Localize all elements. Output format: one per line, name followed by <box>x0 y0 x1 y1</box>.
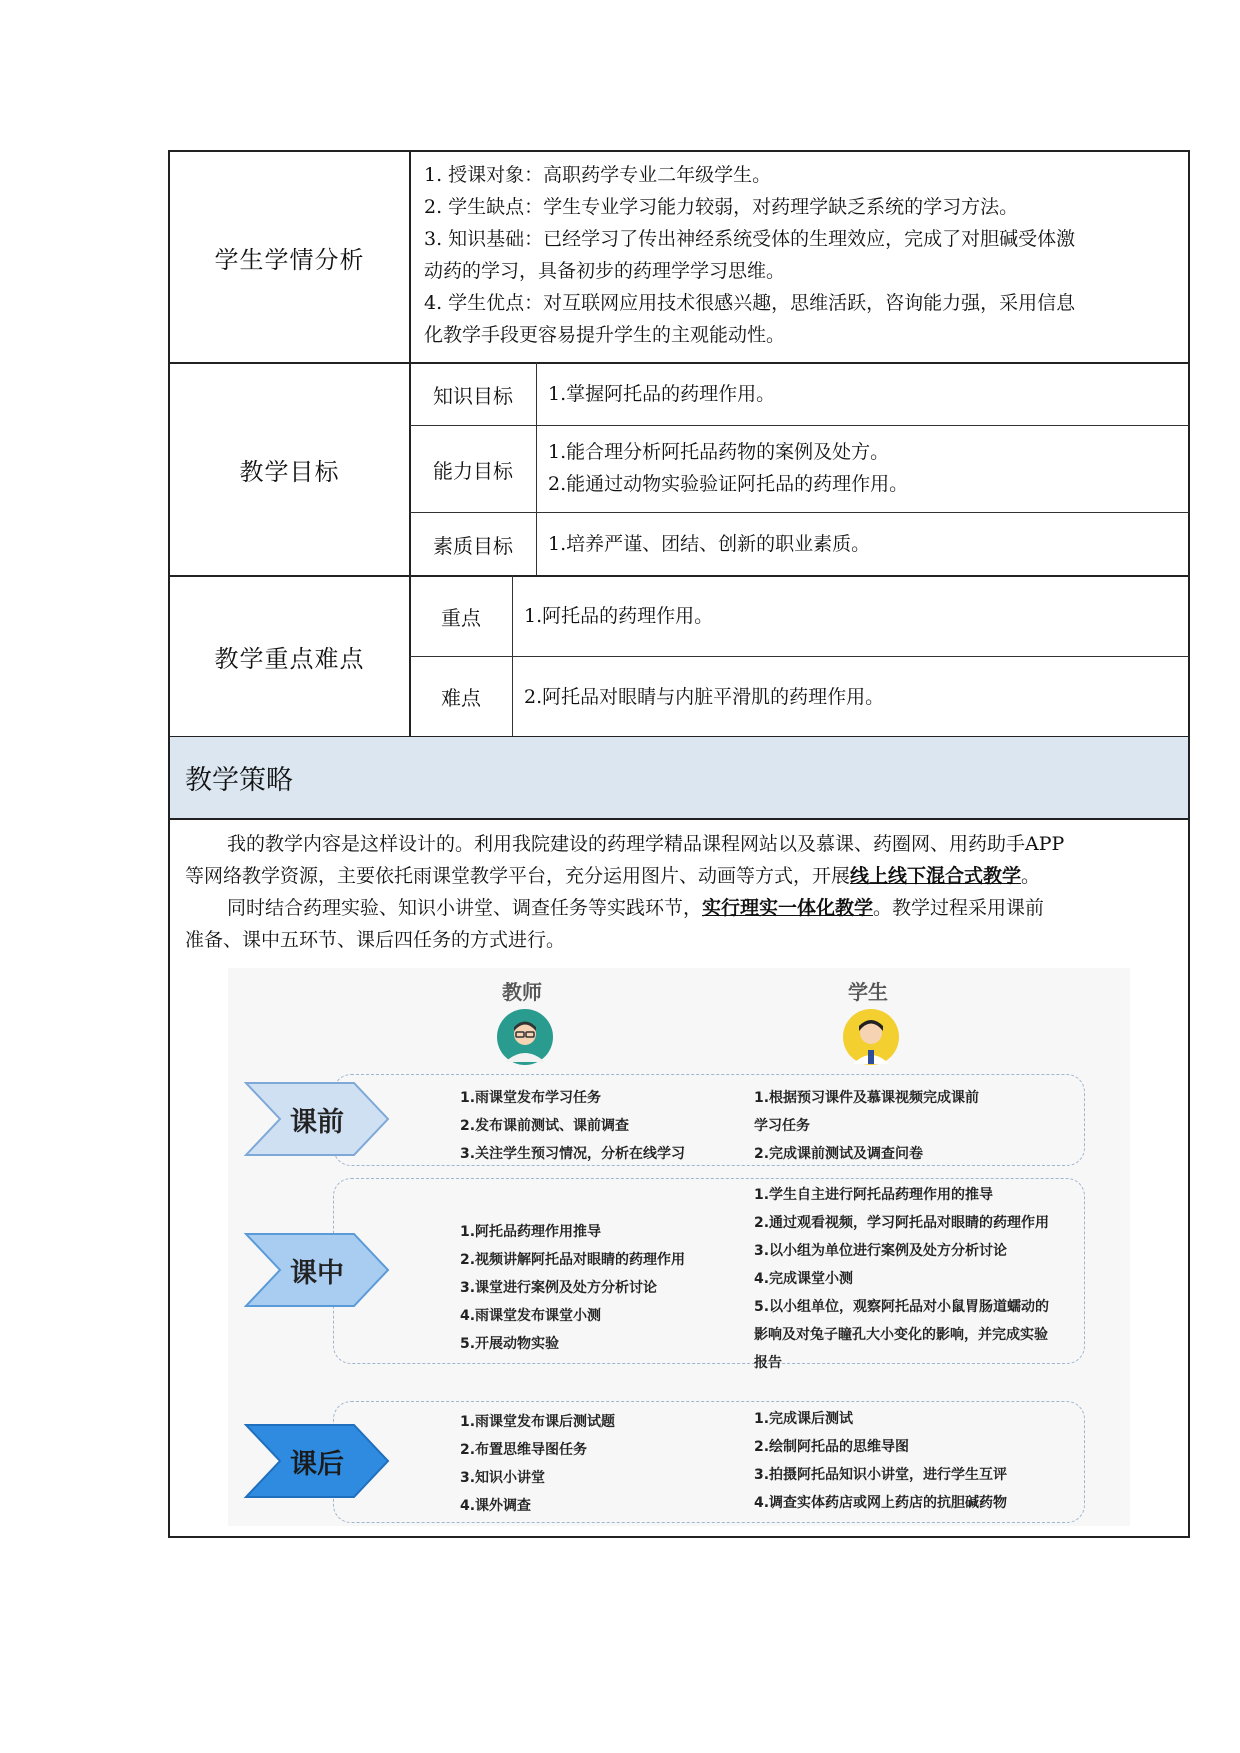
keypoint-content-difficulty: 2.阿托品对眼睛与内脏平滑肌的药理作用。 <box>524 686 885 708</box>
strategy-emphasis-integrated: 实行理实一体化教学 <box>702 897 874 919</box>
strategy-heading-bar <box>170 737 1188 818</box>
student-task: 3.拍摄阿托品知识小讲堂，进行学生互评 <box>754 1467 1008 1483</box>
teacher-task: 4.课外调查 <box>460 1498 532 1514</box>
teacher-task: 2.发布课前测试、课前调查 <box>460 1118 630 1134</box>
teacher-task: 2.布置思维导图任务 <box>460 1442 588 1458</box>
stage-label-during: 课中 <box>290 1257 344 1289</box>
objective-name-quality: 素质目标 <box>433 533 513 558</box>
teacher-task: 3.课堂进行案例及处方分析讨论 <box>460 1280 658 1296</box>
stage-label-after: 课后 <box>290 1448 344 1480</box>
analysis-line: 化教学手段更容易提升学生的主观能动性。 <box>424 324 786 346</box>
keypoint-name-focus: 重点 <box>441 605 481 630</box>
student-task: 1.学生自主进行阿托品药理作用的推导 <box>754 1187 994 1203</box>
teacher-task: 1.雨课堂发布课后测试题 <box>460 1414 616 1430</box>
strategy-paragraph-1 <box>185 828 1175 892</box>
student-task: 2.通过观看视频，学习阿托品对眼睛的药理作用 <box>754 1215 1050 1231</box>
student-task: 学习任务 <box>754 1118 810 1134</box>
teacher-avatar-icon <box>496 1008 554 1066</box>
teacher-task: 1.阿托品药理作用推导 <box>460 1224 602 1240</box>
teacher-task: 3.知识小讲堂 <box>460 1470 546 1486</box>
strategy-p1-line1: 我的教学内容是这样设计的。利用我院建设的药理学精品课程网站以及慕课、药圈网、用药助手APP <box>227 833 1065 855</box>
analysis-line: 4. 学生优点：对互联网应用技术很感兴趣，思维活跃，咨询能力强，采用信息 <box>424 292 1076 314</box>
teacher-label: 教师 <box>502 980 542 1004</box>
objective-name-ability: 能力目标 <box>433 458 513 483</box>
student-task: 2.完成课前测试及调查问卷 <box>754 1146 924 1162</box>
student-task: 4.调查实体药店或网上药店的抗胆碱药物 <box>754 1495 1008 1511</box>
student-task: 2.绘制阿托品的思维导图 <box>754 1439 910 1455</box>
keypoint-name-difficulty: 难点 <box>441 686 481 710</box>
student-avatar-icon <box>842 1008 900 1066</box>
objective-content-ability: 1.能合理分析阿托品药物的案例及处方。 2.能通过动物实验验证阿托品的药理作用。 <box>548 441 909 495</box>
analysis-line: 2. 学生缺点：学生专业学习能力较弱，对药理学缺乏系统的学习方法。 <box>424 196 1019 218</box>
strategy-p1-line2: 等网络教学资源，主要依托雨课堂教学平台，充分运用图片、动画等方式，开展线上线下混合式教学。 <box>185 865 1041 887</box>
analysis-line: 动药的学习，具备初步的药理学学习思维。 <box>424 260 786 282</box>
strategy-p2-line2: 准备、课中五环节、课后四任务的方式进行。 <box>185 929 566 951</box>
objectives-label: 教学目标 <box>239 458 340 486</box>
teacher-task: 4.雨课堂发布课堂小测 <box>460 1308 602 1324</box>
objective-content-quality: 1.培养严谨、团结、创新的职业素质。 <box>548 533 871 555</box>
student-task: 4.完成课堂小测 <box>754 1271 854 1287</box>
strategy-p2-line1: 同时结合药理实验、知识小讲堂、调查任务等实践环节，实行理实一体化教学。教学过程采用课前 <box>227 897 1045 919</box>
objective-name-knowledge: 知识目标 <box>433 383 513 408</box>
teacher-task: 2.视频讲解阿托品对眼睛的药理作用 <box>460 1252 686 1268</box>
objective-content-knowledge: 1.掌握阿托品的药理作用。 <box>548 383 776 405</box>
student-task: 1.完成课后测试 <box>754 1411 854 1427</box>
student-task: 1.根据预习课件及慕课视频完成课前 <box>754 1090 980 1106</box>
student-task: 3.以小组为单位进行案例及处方分析讨论 <box>754 1243 1008 1259</box>
stage-label-before: 课前 <box>290 1106 344 1138</box>
teacher-task: 1.雨课堂发布学习任务 <box>460 1090 602 1106</box>
student-task: 影响及对兔子瞳孔大小变化的影响，并完成实验 <box>754 1327 1048 1343</box>
analysis-label: 学生学情分析 <box>214 245 365 274</box>
teacher-task: 3.关注学生预习情况，分析在线学习 <box>460 1146 686 1162</box>
student-label: 学生 <box>848 980 888 1004</box>
analysis-line: 1. 授课对象：高职药学专业二年级学生。 <box>424 164 772 186</box>
student-task: 报告 <box>754 1355 782 1371</box>
analysis-content <box>424 159 1176 351</box>
teacher-task: 5.开展动物实验 <box>460 1336 560 1352</box>
student-task: 5.以小组单位，观察阿托品对小鼠胃肠道蠕动的 <box>754 1299 1050 1315</box>
strategy-heading: 教学策略 <box>185 765 293 796</box>
analysis-line: 3. 知识基础：已经学习了传出神经系统受体的生理效应，完成了对胆碱受体激 <box>424 228 1076 250</box>
teaching-process-figure <box>228 968 1130 1526</box>
keypoint-content-focus: 1.阿托品的药理作用。 <box>524 605 714 627</box>
strategy-emphasis-blended: 线上线下混合式教学 <box>850 865 1022 887</box>
strategy-paragraph-2 <box>185 892 1175 956</box>
keypoints-label: 教学重点难点 <box>214 645 365 673</box>
